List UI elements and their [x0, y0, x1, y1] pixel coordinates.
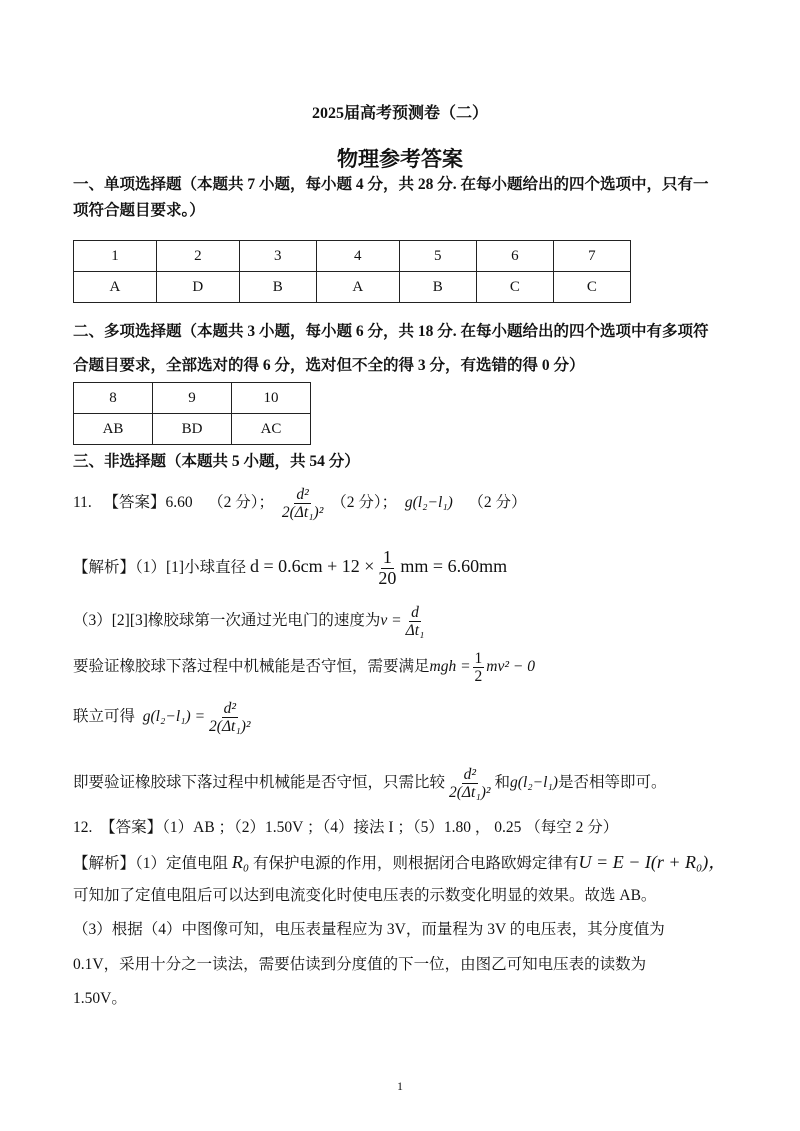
score: （2 分）；	[208, 494, 274, 512]
denominator: 2(Δt₁)²	[281, 504, 324, 522]
formula-fraction	[280, 486, 326, 521]
q11-combine	[73, 700, 255, 735]
table-cell: B	[399, 272, 476, 303]
table-cell: 7	[553, 241, 630, 272]
analysis-text: 即要验证橡胶球下落过程中机械能是否守恒，只需比较	[73, 774, 446, 792]
formula-fraction	[473, 650, 485, 685]
table-cell: 3	[239, 241, 316, 272]
numerator: d	[411, 604, 419, 621]
numerator: 1	[474, 650, 483, 667]
table-cell: D	[156, 272, 239, 303]
table-cell: 5	[399, 241, 476, 272]
section3-heading: 三、非选择题（本题共 5 小题，共 54 分）	[73, 453, 360, 470]
formula-fraction	[404, 604, 427, 639]
q12-analysis-5: 1.50V。	[73, 990, 127, 1007]
formula-fraction	[447, 766, 493, 801]
table-row-answers	[74, 272, 631, 303]
section1-heading: 一、单项选择题（本题共 7 小题，每小题 4 分，共 28 分. 在每小题给出的四个选项中，只有一	[73, 176, 709, 193]
table-cell: AC	[232, 414, 311, 445]
numerator: 1	[382, 547, 392, 567]
table-cell: 1	[74, 241, 157, 272]
table-cell: 10	[232, 383, 311, 414]
table-cell: 6	[476, 241, 553, 272]
numerator: d²	[296, 486, 309, 503]
analysis-text: 有保护电源的作用，则根据闭合电路欧姆定律有	[253, 855, 579, 872]
formula: d = 0.6cm + 12 ×	[249, 555, 375, 576]
q12-analysis-2: 可知加了定值电阻后可以达到电流变化时使电压表的示数变化明显的效果。故选 AB。	[73, 887, 657, 904]
analysis-text: 联立可得	[73, 708, 136, 726]
table-cell: B	[239, 272, 316, 303]
question-number: 11.	[73, 494, 92, 512]
doc-title: 物理参考答案	[337, 147, 463, 171]
analysis-text: 和	[494, 774, 511, 792]
table-cell: AB	[74, 414, 153, 445]
table-cell: 4	[316, 241, 399, 272]
denominator: 2(Δt₁)²	[449, 784, 491, 802]
q12-analysis-3: （3）根据（4）中图像可知，电压表量程应为 3V，而量程为 3V 的电压表，其分度值为	[73, 921, 665, 938]
table-row-numbers	[74, 241, 631, 272]
section2-answer-table	[73, 382, 311, 445]
numerator: d²	[223, 700, 236, 717]
question-number: 12.	[73, 819, 93, 836]
section2-heading-cont: 合题目要求，全部选对的得 6 分，选对但不全的得 3 分，有选错的得 0 分）	[73, 357, 585, 374]
denominator: 20	[378, 567, 397, 588]
denominator: Δt₁	[405, 622, 425, 640]
exam-title: 2025届高考预测卷（二）	[311, 105, 488, 122]
table-cell: C	[476, 272, 553, 303]
q12-analysis-1	[73, 852, 726, 874]
analysis-label: 【解析】	[73, 558, 136, 576]
q11-analysis-3	[73, 604, 428, 639]
formula: mm = 6.60mm	[400, 555, 508, 576]
table-row-answers	[74, 414, 311, 445]
analysis-text: 要验证橡胶球下落过程中机械能是否守恒，需要满足	[73, 658, 430, 676]
answer-label: 【答案】	[103, 494, 166, 512]
section1-answer-table	[73, 240, 631, 303]
analysis-text: 是否相等即可。	[557, 774, 667, 792]
formula: mgh =	[429, 658, 471, 676]
q11-answer-line	[73, 486, 526, 521]
score: （2 分）；	[331, 494, 398, 512]
numerator: d²	[463, 766, 476, 783]
analysis-text: （1）[1]小球直径	[135, 558, 247, 576]
formula: mv² − 0	[486, 658, 535, 676]
table-row-numbers	[74, 383, 311, 414]
answer-text: 【答案】（1）AB ；（2）1.50V ；（4）接法 I ；（5）1.80 ， 0.25 （每空 2 分）	[100, 819, 619, 836]
score: （2 分）	[468, 494, 527, 512]
table-cell: A	[74, 272, 157, 303]
formula-fraction	[207, 700, 253, 735]
formula: g(l₂−l₁)	[510, 774, 558, 792]
q11-analysis-1	[73, 548, 507, 589]
table-cell: C	[553, 272, 630, 303]
table-cell: 8	[74, 383, 153, 414]
answer-value: 6.60	[165, 494, 193, 512]
analysis-text: 【解析】（1）定值电阻	[73, 855, 229, 872]
q11-conclusion	[73, 766, 667, 801]
formula: g(l₂−l₁)	[404, 494, 453, 512]
formula-fraction	[376, 548, 398, 589]
q12-analysis-4: 0.1V，采用十分之一读法，需要估读到分度值的下一位，由图乙可知电压表的读数为	[73, 956, 647, 973]
q12-answer-line	[73, 818, 618, 838]
table-cell: A	[316, 272, 399, 303]
denominator: 2(Δt₁)²	[209, 718, 251, 736]
analysis-text: （3）[2][3]橡胶球第一次通过光电门的速度为	[73, 612, 381, 630]
table-cell: 2	[156, 241, 239, 272]
page-number: 1	[397, 1079, 403, 1093]
denominator: 2	[474, 668, 483, 686]
formula: v =	[380, 612, 402, 630]
table-cell: BD	[153, 414, 232, 445]
q11-verify	[73, 650, 535, 685]
section2-heading: 二、多项选择题（本题共 3 小题，每小题 6 分，共 18 分. 在每小题给出的四个选项中有多项符	[73, 323, 709, 340]
section1-heading-cont: 项符合题目要求。）	[73, 202, 205, 219]
formula: U = E − I(r + R₀)，	[578, 852, 727, 872]
formula: R₀	[231, 852, 250, 872]
formula: g(l₂−l₁) =	[142, 708, 206, 726]
table-cell: 9	[153, 383, 232, 414]
